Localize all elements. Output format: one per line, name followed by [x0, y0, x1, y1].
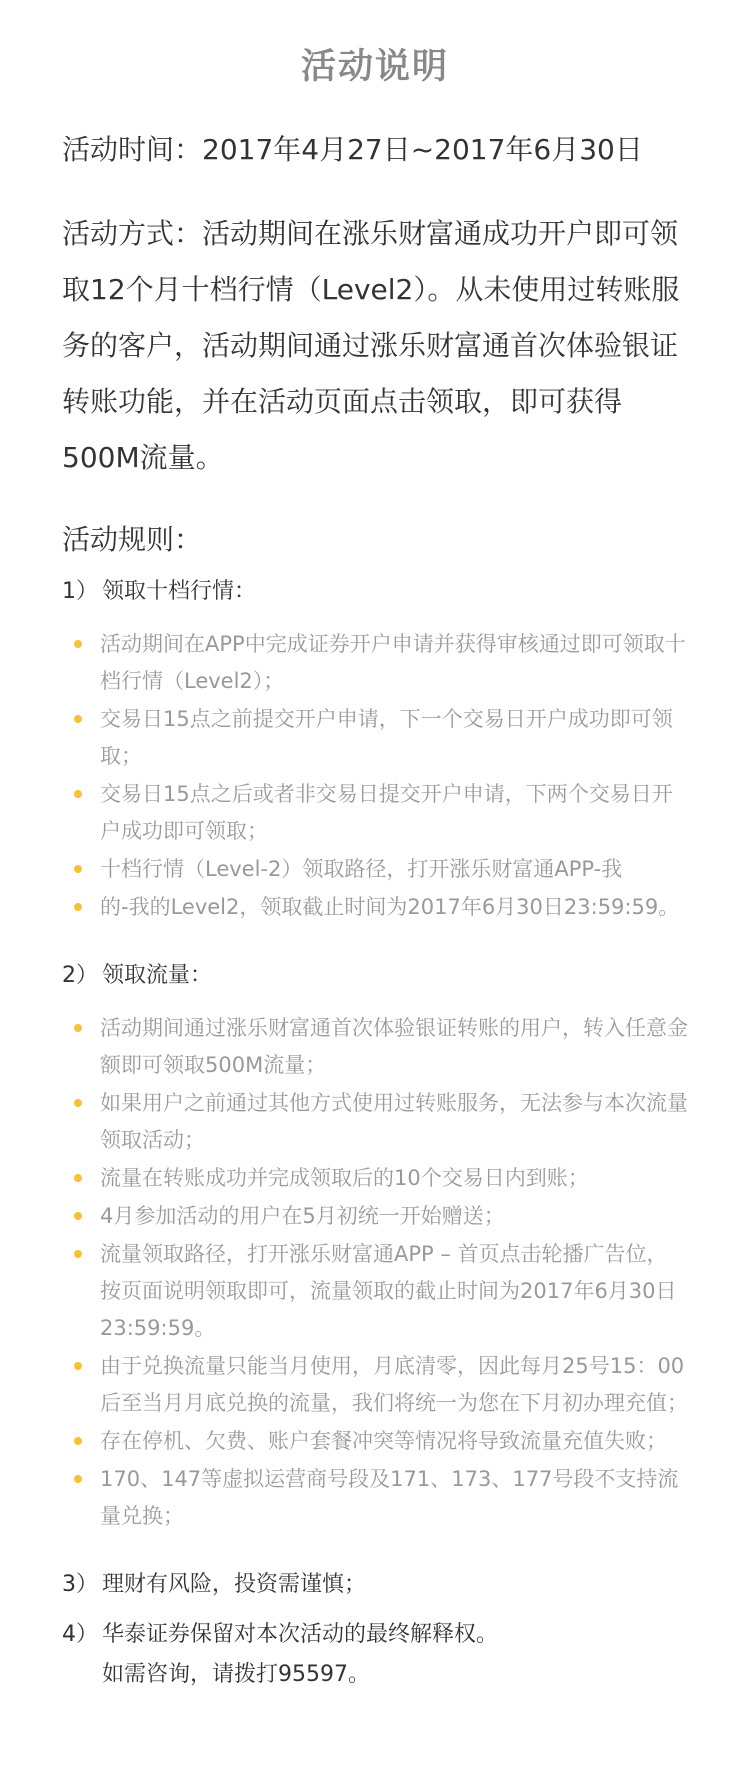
section-number: 1） — [62, 579, 98, 604]
list-item: 流量在转账成功并完成领取后的10个交易日内到账； — [62, 1160, 688, 1197]
consult-hotline-text: 如需咨询，请拨打95597。 — [102, 1662, 370, 1687]
bullet-dot-icon — [74, 1437, 82, 1445]
risk-notice — [62, 1565, 688, 1605]
interpretation-notice — [62, 1615, 688, 1695]
list-item: 交易日15点之前提交开户申请，下一个交易日开户成功即可领取； — [62, 701, 688, 775]
bullet-dot-icon — [74, 1475, 82, 1483]
list-item: 由于兑换流量只能当月使用，月底清零，因此每月25号15：00后至当月月底兑换的流量，我们将统一为您在下月初办理充值； — [62, 1348, 688, 1422]
item-number: 3） — [62, 1572, 98, 1597]
bullet-dot-icon — [74, 640, 82, 648]
bullet-dot-icon — [74, 1212, 82, 1220]
section-title: 领取流量： — [102, 963, 213, 988]
page-title: 活动说明 — [300, 47, 449, 87]
item-number: 4） — [62, 1622, 98, 1647]
bullet-dot-icon — [74, 903, 82, 911]
list-item: 的-我的Level2，领取截止时间为2017年6月30日23:59:59。 — [62, 889, 688, 926]
bullet-dot-icon — [74, 1099, 82, 1107]
bullet-dot-icon — [74, 1362, 82, 1370]
activity-time: 活动时间：2017年4月27日~2017年6月30日 — [62, 133, 643, 166]
rules-heading: 活动规则： — [62, 523, 203, 556]
section-level2-heading — [62, 572, 688, 612]
level2-rules-list — [62, 626, 688, 926]
list-item: 170、147等虚拟运营商号段及171、173、177号段不支持流量兑换； — [62, 1461, 688, 1535]
list-item: 交易日15点之后或者非交易日提交开户申请，下两个交易日开户成功即可领取； — [62, 776, 688, 850]
bullet-dot-icon — [74, 1024, 82, 1032]
section-traffic-heading — [62, 956, 688, 996]
list-item: 流量领取路径，打开涨乐财富通APP – 首页点击轮播广告位，按页面说明领取即可，流量领取的截止时间为2017年6月30日23:59:59。 — [62, 1236, 688, 1347]
bullet-dot-icon — [74, 1174, 82, 1182]
section-title: 领取十档行情： — [102, 579, 257, 604]
list-item: 十档行情（Level-2）领取路径，打开涨乐财富通APP-我 — [62, 851, 688, 888]
list-item: 如果用户之前通过其他方式使用过转账服务，无法参与本次流量领取活动； — [62, 1085, 688, 1159]
traffic-rules-list — [62, 1010, 688, 1535]
list-item: 活动期间通过涨乐财富通首次体验银证转账的用户，转入任意金额即可领取500M流量； — [62, 1010, 688, 1084]
bullet-dot-icon — [74, 790, 82, 798]
bullet-dot-icon — [74, 865, 82, 873]
interpretation-text: 华泰证券保留对本次活动的最终解释权。 — [102, 1622, 499, 1647]
list-item: 活动期间在APP中完成证券开户申请并获得审核通过即可领取十档行情（Level2）； — [62, 626, 688, 700]
activity-method: 活动方式：活动期间在涨乐财富通成功开户即可领取12个月十档行情（Level2）。从未使用过转账服务的客户，活动期间通过涨乐财富通首次体验银证转账功能，并在活动页面点击领取，即可获得500M流量。 — [62, 217, 680, 474]
list-item: 存在停机、欠费、账户套餐冲突等情况将导致流量充值失败； — [62, 1423, 688, 1460]
risk-text: 理财有风险，投资需谨慎； — [102, 1572, 367, 1597]
list-item: 4月参加活动的用户在5月初统一开始赠送； — [62, 1198, 688, 1235]
bullet-dot-icon — [74, 1250, 82, 1258]
section-number: 2） — [62, 963, 98, 988]
bullet-dot-icon — [74, 715, 82, 723]
